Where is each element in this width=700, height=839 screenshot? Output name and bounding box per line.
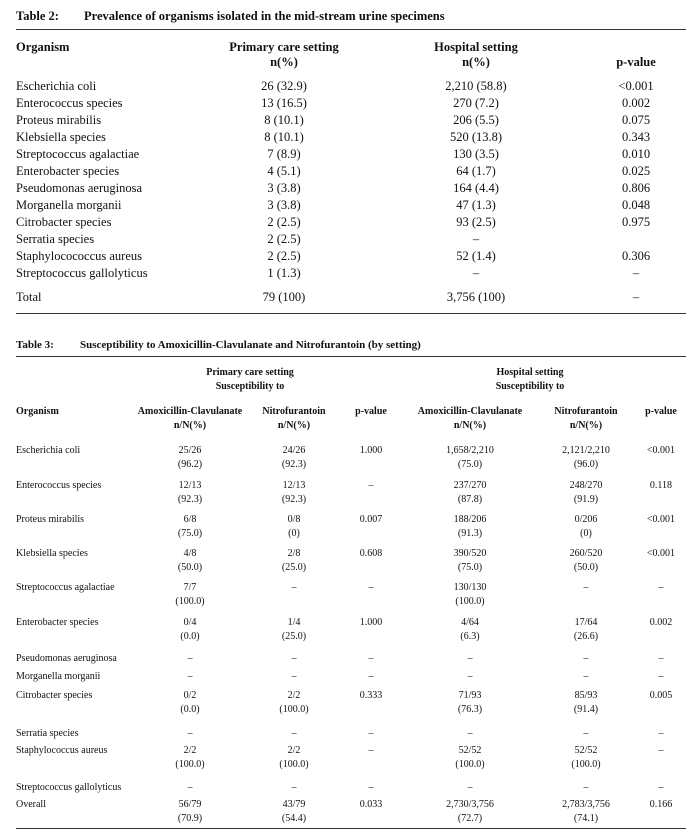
hospital-count: 520 (13.8) bbox=[449, 130, 503, 144]
primary-p-value: – bbox=[368, 728, 374, 739]
p-value: 0.806 bbox=[621, 181, 651, 195]
hospital-nitro-count: 85/93 bbox=[574, 690, 598, 701]
p-value: 0.048 bbox=[621, 198, 651, 212]
primary-p-value: – bbox=[368, 582, 374, 593]
p-value: 0.025 bbox=[621, 164, 651, 178]
table-2-caption bbox=[16, 9, 686, 24]
hospital-p-value: – bbox=[658, 745, 664, 756]
organism-name: Enterobacter species bbox=[16, 164, 120, 178]
primary-care-count: 3 (3.8) bbox=[267, 181, 301, 195]
t3-header-primary-group: Primary care setting bbox=[206, 367, 294, 378]
primary-p-value: – bbox=[368, 745, 374, 756]
primary-care-count: 7 (8.9) bbox=[267, 147, 301, 161]
hospital-amox-count: 237/270 bbox=[453, 480, 487, 491]
organism-name: Citrobacter species bbox=[16, 690, 93, 701]
table-2-bottom-rule bbox=[16, 313, 686, 314]
table-3-title: Susceptibility to Amoxicillin-Clavulanate and Nitrofurantoin (by setting) bbox=[80, 339, 421, 351]
t2-header-hospital: Hospital setting bbox=[434, 40, 518, 54]
t3-header-primary-amox: Amoxicillin-Clavulanate bbox=[137, 406, 243, 417]
hospital-amox-count: – bbox=[467, 653, 473, 664]
primary-amox-count: 6/8 bbox=[183, 514, 197, 525]
organism-name: Streptococcus agalactiae bbox=[16, 147, 140, 161]
primary-amox-percent: (96.2) bbox=[177, 459, 203, 470]
primary-nitro-count: 1/4 bbox=[287, 617, 301, 628]
hospital-amox-percent: (91.3) bbox=[457, 528, 483, 539]
primary-nitro-count: – bbox=[291, 782, 297, 793]
hospital-amox-count: – bbox=[467, 671, 473, 682]
primary-p-value: – bbox=[368, 653, 374, 664]
primary-nitro-count: 0/8 bbox=[287, 514, 301, 525]
primary-amox-percent: (50.0) bbox=[177, 562, 203, 573]
p-value: – bbox=[632, 266, 640, 280]
primary-care-count: 2 (2.5) bbox=[267, 232, 301, 246]
hospital-amox-percent: (6.3) bbox=[460, 631, 480, 642]
primary-nitro-count: 43/79 bbox=[282, 799, 306, 810]
primary-p-value: 0.033 bbox=[359, 799, 383, 810]
hospital-nitro-count: 260/520 bbox=[569, 548, 603, 559]
primary-nitro-percent: (25.0) bbox=[281, 631, 307, 642]
primary-care-count: 1 (1.3) bbox=[267, 266, 301, 280]
primary-nitro-percent: (0) bbox=[288, 528, 300, 539]
t2-header-primary-sub: n(%) bbox=[270, 55, 298, 69]
primary-nitro-count: 2/2 bbox=[287, 745, 301, 756]
hospital-nitro-count: – bbox=[583, 653, 589, 664]
hospital-count: 2,210 (58.8) bbox=[445, 79, 507, 93]
table-3-top-rule bbox=[16, 356, 686, 357]
hospital-p-value: 0.002 bbox=[649, 617, 673, 628]
t3-header-organism: Organism bbox=[16, 406, 59, 417]
hospital-nitro-count: – bbox=[583, 728, 589, 739]
hospital-amox-count: – bbox=[467, 782, 473, 793]
primary-amox-count: – bbox=[187, 653, 193, 664]
organism-name: Morganella morganii bbox=[16, 198, 122, 212]
t3-header-primary-susceptibility: Susceptibility to bbox=[215, 381, 285, 392]
hospital-amox-percent: (100.0) bbox=[455, 596, 485, 607]
organism-name: Klebsiella species bbox=[16, 130, 106, 144]
primary-amox-count: 25/26 bbox=[178, 445, 202, 456]
primary-amox-count: 12/13 bbox=[178, 480, 202, 491]
hospital-amox-percent: (75.0) bbox=[457, 459, 483, 470]
table-2-label: Table 2: bbox=[16, 9, 59, 23]
organism-name: Pseudomonas aeruginosa bbox=[16, 653, 117, 664]
table-3-bottom-rule bbox=[16, 828, 686, 829]
primary-amox-percent: (100.0) bbox=[175, 759, 205, 770]
hospital-count: 47 (1.3) bbox=[456, 198, 496, 212]
primary-amox-count: 7/7 bbox=[183, 582, 197, 593]
hospital-amox-count: 1,658/2,210 bbox=[446, 445, 494, 456]
organism-name: Pseudomonas aeruginosa bbox=[16, 181, 143, 195]
organism-name: Klebsiella species bbox=[16, 548, 88, 559]
hospital-p-value: – bbox=[658, 671, 664, 682]
hospital-p-value: <0.001 bbox=[646, 445, 676, 456]
hospital-p-value: <0.001 bbox=[646, 548, 676, 559]
t2-header-hospital-sub: n(%) bbox=[462, 55, 490, 69]
hospital-amox-count: – bbox=[467, 728, 473, 739]
t2-total-hospital: 3,756 (100) bbox=[446, 290, 506, 304]
primary-care-count: 8 (10.1) bbox=[264, 130, 304, 144]
hospital-amox-count: 71/93 bbox=[458, 690, 482, 701]
primary-nitro-count: – bbox=[291, 728, 297, 739]
organism-name: Morganella morganii bbox=[16, 671, 101, 682]
p-value: 0.975 bbox=[621, 215, 651, 229]
organism-name: Escherichia coli bbox=[16, 445, 81, 456]
t2-total-primary: 79 (100) bbox=[262, 290, 306, 304]
hospital-nitro-count: 0/206 bbox=[574, 514, 598, 525]
p-value: 0.010 bbox=[621, 147, 651, 161]
primary-amox-count: 0/4 bbox=[183, 617, 197, 628]
primary-amox-percent: (0.0) bbox=[180, 704, 200, 715]
hospital-count: – bbox=[472, 232, 480, 246]
hospital-nitro-count: 2,783/3,756 bbox=[562, 799, 610, 810]
primary-nitro-count: 24/26 bbox=[282, 445, 306, 456]
hospital-nitro-count: 52/52 bbox=[574, 745, 598, 756]
hospital-amox-count: 2,730/3,756 bbox=[446, 799, 494, 810]
primary-care-count: 2 (2.5) bbox=[267, 249, 301, 263]
table-2-title: Prevalence of organisms isolated in the mid-stream urine specimens bbox=[84, 9, 445, 23]
hospital-nitro-count: 2,121/2,210 bbox=[562, 445, 610, 456]
p-value: 0.002 bbox=[621, 96, 651, 110]
organism-name: Enterococcus species bbox=[16, 96, 123, 110]
hospital-amox-count: 130/130 bbox=[453, 582, 487, 593]
primary-p-value: – bbox=[368, 782, 374, 793]
hospital-amox-percent: (76.3) bbox=[457, 704, 483, 715]
hospital-nitro-percent: (91.9) bbox=[573, 494, 599, 505]
hospital-count: 52 (1.4) bbox=[456, 249, 496, 263]
table-2-top-rule bbox=[16, 29, 686, 30]
primary-p-value: 1.000 bbox=[359, 445, 383, 456]
t3-header-primary-nitro: Nitrofurantoin bbox=[262, 406, 326, 417]
primary-amox-percent: (70.9) bbox=[177, 813, 203, 824]
t2-header-organism: Organism bbox=[16, 40, 70, 54]
hospital-count: 206 (5.5) bbox=[453, 113, 499, 127]
hospital-nitro-count: – bbox=[583, 671, 589, 682]
hospital-amox-percent: (100.0) bbox=[455, 759, 485, 770]
primary-amox-count: – bbox=[187, 782, 193, 793]
primary-care-count: 13 (16.5) bbox=[261, 96, 307, 110]
t3-header-hospital-amox: Amoxicillin-Clavulanate bbox=[417, 406, 523, 417]
hospital-nitro-percent: (0) bbox=[580, 528, 592, 539]
hospital-amox-count: 52/52 bbox=[458, 745, 482, 756]
hospital-nitro-percent: (91.4) bbox=[573, 704, 599, 715]
hospital-count: – bbox=[472, 266, 480, 280]
hospital-count: 130 (3.5) bbox=[453, 147, 499, 161]
hospital-nitro-count: – bbox=[583, 782, 589, 793]
organism-name: Enterobacter species bbox=[16, 617, 99, 628]
primary-p-value: 0.007 bbox=[359, 514, 383, 525]
primary-amox-percent: (75.0) bbox=[177, 528, 203, 539]
primary-amox-count: – bbox=[187, 728, 193, 739]
hospital-p-value: 0.005 bbox=[649, 690, 673, 701]
primary-nitro-count: – bbox=[291, 671, 297, 682]
hospital-amox-count: 4/64 bbox=[461, 617, 479, 628]
t3-header-primary-pvalue: p-value bbox=[355, 406, 387, 417]
organism-name: Staphylocococcus aureus bbox=[16, 249, 143, 263]
primary-p-value: – bbox=[368, 480, 374, 491]
primary-p-value: – bbox=[368, 671, 374, 682]
table-3-caption bbox=[16, 339, 686, 351]
organism-name: Overall bbox=[16, 799, 46, 810]
t3-header-hospital-group: Hospital setting bbox=[496, 367, 564, 378]
primary-care-count: 2 (2.5) bbox=[267, 215, 301, 229]
organism-name: Streptococcus agalactiae bbox=[16, 582, 115, 593]
t2-total-label: Total bbox=[16, 290, 42, 304]
organism-name: Streptococcus gallolyticus bbox=[16, 266, 148, 280]
hospital-amox-percent: (87.8) bbox=[457, 494, 483, 505]
primary-amox-percent: (92.3) bbox=[177, 494, 203, 505]
primary-care-count: 8 (10.1) bbox=[264, 113, 304, 127]
primary-nitro-count: 2/2 bbox=[287, 690, 301, 701]
hospital-nitro-percent: (26.6) bbox=[573, 631, 599, 642]
t3-header-primary-nitro-unit: n/N(%) bbox=[277, 420, 311, 431]
primary-p-value: 1.000 bbox=[359, 617, 383, 628]
hospital-nitro-count: – bbox=[583, 582, 589, 593]
primary-nitro-percent: (100.0) bbox=[279, 759, 309, 770]
organism-name: Staphylococcus aureus bbox=[16, 745, 108, 756]
primary-nitro-count: 2/8 bbox=[287, 548, 301, 559]
hospital-nitro-percent: (96.0) bbox=[573, 459, 599, 470]
hospital-count: 93 (2.5) bbox=[456, 215, 496, 229]
hospital-nitro-count: 248/270 bbox=[569, 480, 603, 491]
hospital-nitro-percent: (74.1) bbox=[573, 813, 599, 824]
primary-nitro-percent: (54.4) bbox=[281, 813, 307, 824]
primary-amox-percent: (100.0) bbox=[175, 596, 205, 607]
p-value: 0.075 bbox=[621, 113, 651, 127]
organism-name: Enterococcus species bbox=[16, 480, 102, 491]
primary-amox-count: – bbox=[187, 671, 193, 682]
organism-name: Streptococcus gallolyticus bbox=[16, 782, 122, 793]
hospital-nitro-count: 17/64 bbox=[574, 617, 598, 628]
hospital-count: 64 (1.7) bbox=[456, 164, 496, 178]
hospital-amox-percent: (72.7) bbox=[457, 813, 483, 824]
primary-care-count: 3 (3.8) bbox=[267, 198, 301, 212]
organism-name: Proteus mirabilis bbox=[16, 113, 102, 127]
t3-header-hospital-amox-unit: n/N(%) bbox=[453, 420, 487, 431]
t2-total-pvalue: – bbox=[632, 290, 640, 304]
primary-amox-count: 2/2 bbox=[183, 745, 197, 756]
primary-p-value: 0.608 bbox=[359, 548, 383, 559]
hospital-amox-count: 390/520 bbox=[453, 548, 487, 559]
t2-header-primary: Primary care setting bbox=[229, 40, 339, 54]
hospital-count: 270 (7.2) bbox=[453, 96, 499, 110]
hospital-p-value: – bbox=[658, 582, 664, 593]
hospital-count: 164 (4.4) bbox=[453, 181, 499, 195]
hospital-p-value: – bbox=[658, 653, 664, 664]
primary-nitro-count: – bbox=[291, 582, 297, 593]
organism-name: Serratia species bbox=[16, 232, 95, 246]
organism-name: Serratia species bbox=[16, 728, 79, 739]
p-value: <0.001 bbox=[618, 79, 654, 93]
hospital-amox-percent: (75.0) bbox=[457, 562, 483, 573]
p-value: 0.306 bbox=[621, 249, 651, 263]
t3-header-hospital-susceptibility: Susceptibility to bbox=[495, 381, 565, 392]
primary-care-count: 26 (32.9) bbox=[261, 79, 307, 93]
hospital-amox-count: 188/206 bbox=[453, 514, 487, 525]
p-value: 0.343 bbox=[621, 130, 651, 144]
table-3-label: Table 3: bbox=[16, 339, 54, 351]
hospital-nitro-percent: (50.0) bbox=[573, 562, 599, 573]
hospital-p-value: – bbox=[658, 728, 664, 739]
primary-nitro-count: 12/13 bbox=[282, 480, 306, 491]
hospital-nitro-percent: (100.0) bbox=[571, 759, 601, 770]
primary-amox-count: 56/79 bbox=[178, 799, 202, 810]
hospital-p-value: 0.118 bbox=[649, 480, 673, 491]
organism-name: Escherichia coli bbox=[16, 79, 97, 93]
primary-p-value: 0.333 bbox=[359, 690, 383, 701]
t3-header-hospital-pvalue: p-value bbox=[645, 406, 677, 417]
hospital-p-value: <0.001 bbox=[646, 514, 676, 525]
primary-nitro-percent: (100.0) bbox=[279, 704, 309, 715]
t3-header-hospital-nitro: Nitrofurantoin bbox=[554, 406, 618, 417]
primary-amox-count: 0/2 bbox=[183, 690, 197, 701]
primary-nitro-count: – bbox=[291, 653, 297, 664]
primary-amox-count: 4/8 bbox=[183, 548, 197, 559]
t3-header-primary-amox-unit: n/N(%) bbox=[173, 420, 207, 431]
hospital-p-value: 0.166 bbox=[649, 799, 673, 810]
primary-nitro-percent: (92.3) bbox=[281, 494, 307, 505]
primary-nitro-percent: (92.3) bbox=[281, 459, 307, 470]
hospital-p-value: – bbox=[658, 782, 664, 793]
primary-nitro-percent: (25.0) bbox=[281, 562, 307, 573]
primary-care-count: 4 (5.1) bbox=[267, 164, 301, 178]
t2-header-pvalue: p-value bbox=[616, 55, 656, 69]
organism-name: Citrobacter species bbox=[16, 215, 112, 229]
t3-header-hospital-nitro-unit: n/N(%) bbox=[569, 420, 603, 431]
organism-name: Proteus mirabilis bbox=[16, 514, 85, 525]
primary-amox-percent: (0.0) bbox=[180, 631, 200, 642]
